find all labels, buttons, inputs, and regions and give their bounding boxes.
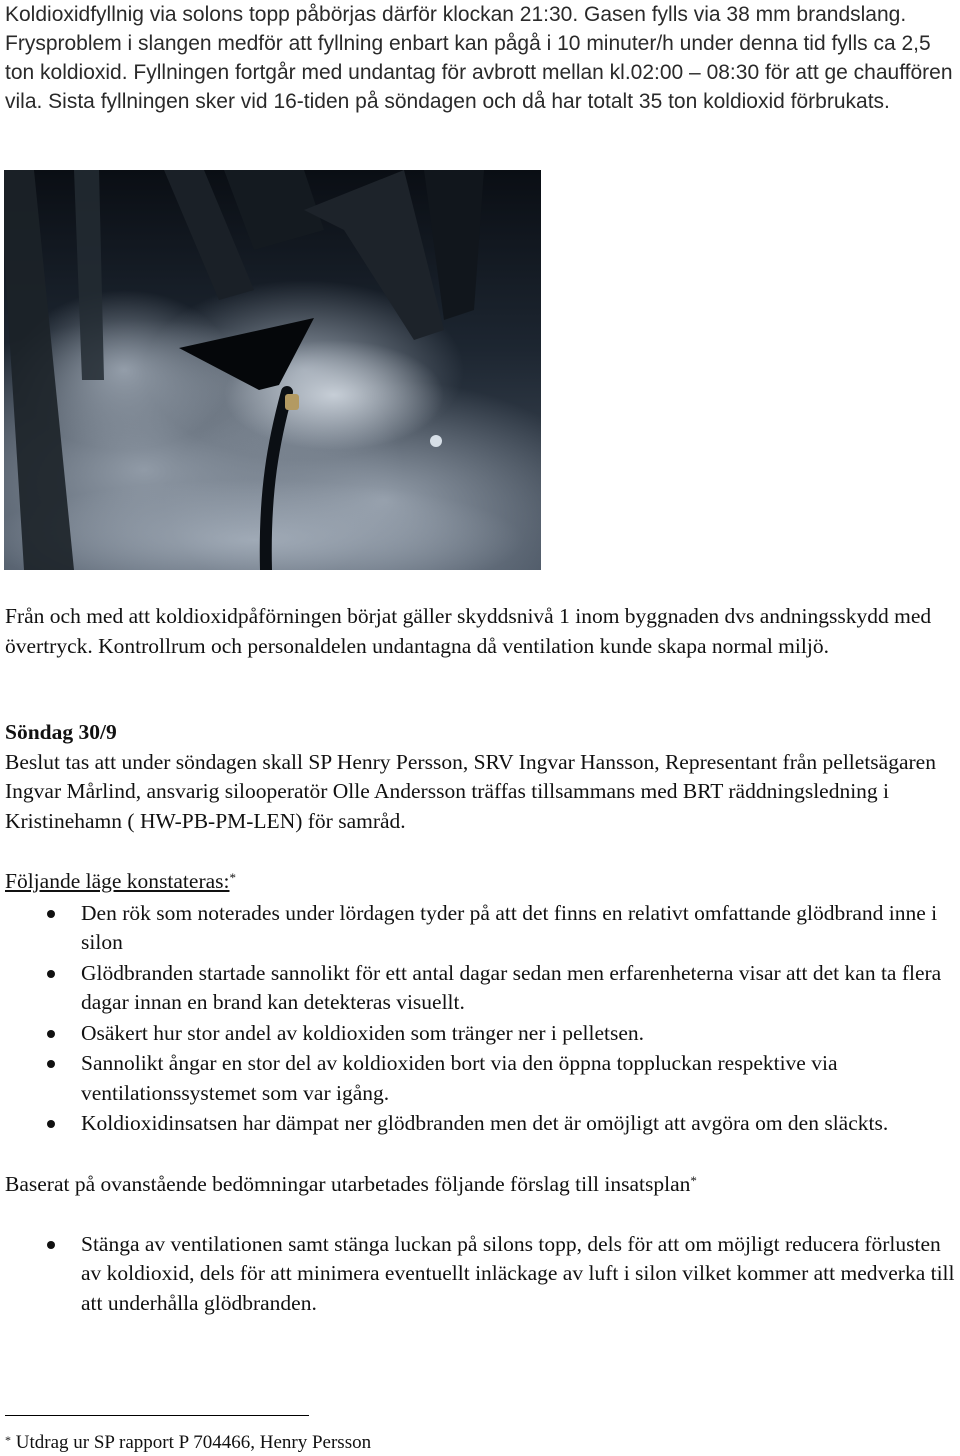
situation-heading-line: [5, 867, 960, 897]
sunday-section: [5, 718, 960, 836]
proposal-list: [5, 1230, 960, 1319]
footnote-text: Utdrag ur SP rapport P 704466, Henry Persson: [11, 1432, 372, 1453]
proposal-intro-line: [5, 1170, 960, 1200]
intro-paragraph: Koldioxidfyllnig via solons topp påbörjas därför klockan 21:30. Gasen fylls via 38 mm brandslang. Frysproblem i slangen medför att fyllning enbart kan pågå i 10 minuter/h under denna tid fylls ca 2,5 ton koldioxid. Fyllningen fortgår med undantag för avbrott mellan kl.02:00 – 08:30 för att ge chauffören vila. Sista fyllningen sker vid 16-tiden på söndagen och då har totalt 35 ton koldioxid förbrukats.: [5, 3, 953, 113]
proposal-intro: Baserat på ovanstående bedömningar utarbetades följande förslag till insatsplan: [5, 1172, 691, 1196]
sunday-paragraph: Beslut tas att under söndagen skall SP Henry Persson, SRV Ingvar Hansson, Representant från pelletsägaren Ingvar Mårlind, ansvarig silooperatör Olle Andersson träffas tillsammans med BRT räddningsledning i Kristinehamn ( HW-PB-PM-LEN) för samråd.: [5, 749, 936, 833]
list-item: Stänga av ventilationen samt stänga luckan på silons topp, dels för att om möjligt reducera förlusten av koldioxid, dels för att minimera eventuellt inläckage av luft i silon vilket kommer att medverka till att underhålla glödbranden.: [5, 1230, 960, 1319]
list-item: Koldioxidinsatsen har dämpat ner glödbranden men det är omöjligt att avgöra om den släckts.: [5, 1109, 960, 1139]
situation-list: [5, 899, 960, 1139]
list-item: Den rök som noterades under lördagen tyder på att det finns en relativt omfattande glödbrand inne i silon: [5, 899, 960, 958]
list-item: Sannolikt ångar en stor del av koldioxiden bort via den öppna toppluckan respektive via ventilationssystemet som var igång.: [5, 1049, 960, 1108]
bullet-icon: [47, 1060, 55, 1068]
footnote-marker: *: [690, 1173, 697, 1188]
bullet-icon: [47, 970, 55, 978]
silo-co2-filling-photo: [4, 170, 541, 570]
list-item: Glödbranden startade sannolikt för ett antal dagar sedan men erfarenheterna visar att det kan ta flera dagar innan en brand kan detekteras visuellt.: [5, 959, 960, 1018]
bullet-icon: [47, 910, 55, 918]
sunday-heading: Söndag 30/9: [5, 720, 117, 744]
bullet-icon: [47, 1241, 55, 1249]
bullet-icon: [47, 1030, 55, 1038]
bullet-icon: [47, 1120, 55, 1128]
footnote-marker: *: [5, 1433, 11, 1447]
proposal-section: [5, 1170, 960, 1318]
footnote-marker: *: [229, 870, 236, 885]
situation-heading: Följande läge konstateras:: [5, 869, 230, 893]
protection-level-paragraph: Från och med att koldioxidpåförningen börjat gäller skyddsnivå 1 inom byggnaden dvs andningsskydd med övertryck. Kontrollrum och personaldelen undantagna då ventilation kunde skapa normal miljö.: [5, 604, 932, 658]
footnote: [5, 1430, 371, 1456]
list-item: Osäkert hur stor andel av koldioxiden som tränger ner i pelletsen.: [5, 1019, 960, 1049]
footnote-divider: [5, 1415, 309, 1416]
situation-section: [5, 867, 960, 1139]
